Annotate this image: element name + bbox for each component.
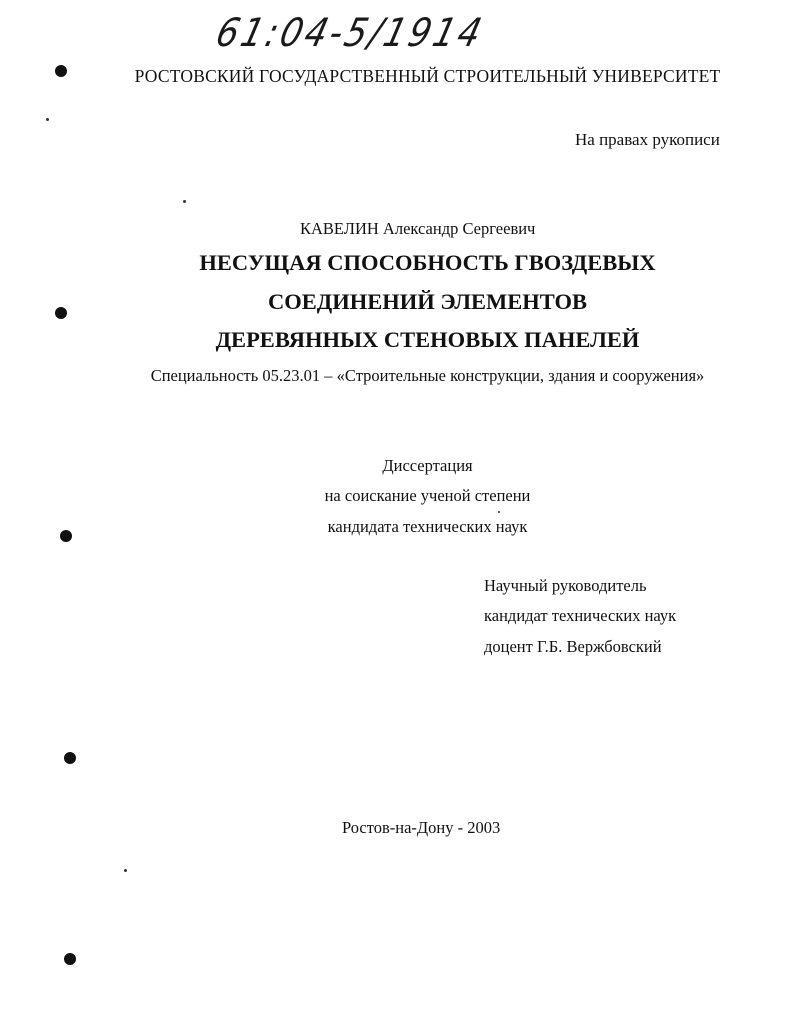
binding-hole-mark (60, 530, 72, 542)
rights-note: На правах рукописи (575, 130, 720, 149)
binding-hole-mark (64, 752, 76, 764)
handwritten-registration-number: 61:04-5/1914 (211, 10, 489, 57)
dissertation-line: кандидата технических наук (327, 517, 528, 536)
scan-speck (124, 869, 127, 872)
supervisor-line: Научный руководитель (484, 576, 647, 595)
binding-hole-mark (55, 65, 67, 77)
supervisor-line: доцент Г.Б. Вержбовский (484, 637, 662, 656)
scan-speck (183, 200, 186, 203)
dissertation-line: на соискание ученой степени (324, 486, 531, 505)
author-name: КАВЕЛИН Александр Сергеевич (300, 219, 536, 238)
title-line: ДЕРЕВЯННЫХ СТЕНОВЫХ ПАНЕЛЕЙ (215, 327, 640, 352)
title-line: НЕСУЩАЯ СПОСОБНОСТЬ ГВОЗДЕВЫХ (199, 250, 656, 275)
scan-speck (46, 118, 49, 121)
binding-hole-mark (55, 307, 67, 319)
specialty-line: Специальность 05.23.01 – «Строительные конструкции, здания и сооружения» (150, 366, 705, 385)
supervisor-line: кандидат технических наук (484, 606, 677, 625)
university-name: РОСТОВСКИЙ ГОСУДАРСТВЕННЫЙ СТРОИТЕЛЬНЫЙ УНИВЕРСИТЕТ (134, 66, 721, 86)
scan-speck (498, 511, 500, 513)
city-year: Ростов-на-Дону - 2003 (342, 818, 501, 837)
dissertation-line: Диссертация (382, 456, 473, 475)
binding-hole-mark (64, 953, 76, 965)
title-line: СОЕДИНЕНИЙ ЭЛЕМЕНТОВ (268, 289, 587, 314)
